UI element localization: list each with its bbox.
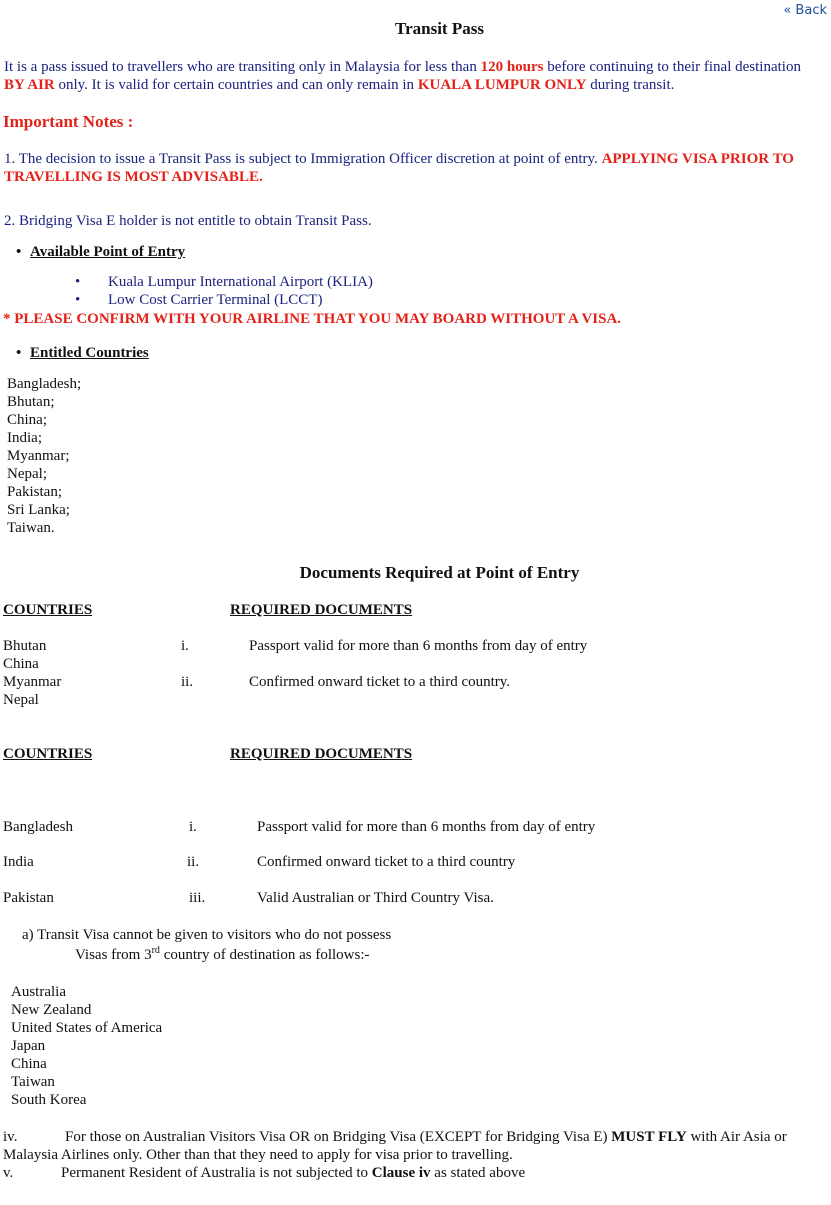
doc-text: Passport valid for more than 6 months from day of entry [249, 638, 588, 654]
doc-number: ii. [187, 854, 200, 870]
doc-number: iii. [189, 890, 206, 906]
entitled-country: Taiwan. [7, 520, 55, 536]
col-countries-header: COUNTRIES [3, 746, 93, 762]
entitled-country: Pakistan; [7, 484, 62, 500]
intro-text: during transit. [586, 77, 675, 93]
col-docs-header: REQUIRED DOCUMENTS [230, 602, 413, 618]
group2-country: Pakistan [3, 890, 54, 906]
doc-text: Passport valid for more than 6 months from day of entry [257, 819, 596, 835]
group1-country: China [3, 656, 39, 672]
third-country-note: Visas from 3rd country of destination as follows:- [75, 945, 370, 963]
visa-country: United States of America [11, 1020, 163, 1036]
back-link[interactable]: « Back [783, 3, 827, 18]
page-title: Transit Pass [395, 19, 484, 38]
intro-paragraph [4, 58, 814, 94]
group1-country: Nepal [3, 692, 39, 708]
clause-iv: iv. For those on Australian Visitors Visa OR on Bridging Visa (EXCEPT for Bridging Visa E) MUST FLY with Air Asia or Malaysia Airlines only. Other than that they need to apply for visa prior to travelling. [3, 1129, 787, 1163]
entry-point-item: • Low Cost Carrier Terminal (LCCT) [75, 292, 323, 308]
clause-number: v. [3, 1165, 14, 1181]
visa-country: Japan [11, 1038, 46, 1054]
entitled-country: Bhutan; [7, 394, 55, 410]
entitled-country: Bangladesh; [7, 376, 82, 392]
note-1-text: 1. The decision to issue a Transit Pass is subject to Immigration Officer discretion at point of entry. [4, 151, 602, 167]
doc-text: Confirmed onward ticket to a third country [257, 854, 516, 870]
doc-text: Valid Australian or Third Country Visa. [257, 890, 494, 906]
entitled-country: India; [7, 430, 42, 446]
clause-v: v. Permanent Resident of Australia is not subjected to Clause iv as stated above [3, 1165, 526, 1181]
clause-number: iv. [3, 1129, 18, 1145]
by-air-highlight: BY AIR [4, 77, 55, 93]
visa-country: South Korea [11, 1092, 87, 1108]
transit-visa-note: a) Transit Visa cannot be given to visitors who do not possess [22, 927, 392, 943]
intro-text: before continuing to their final destination [543, 59, 801, 75]
airline-warning: * PLEASE CONFIRM WITH YOUR AIRLINE THAT YOU MAY BOARD WITHOUT A VISA. [3, 311, 622, 327]
visa-country: Taiwan [11, 1074, 55, 1090]
entry-point-item: • Kuala Lumpur International Airport (KLIA) [75, 274, 373, 290]
entry-heading: • Available Point of Entry [30, 243, 185, 261]
bullet-icon: • [75, 292, 81, 308]
doc-text: Confirmed onward ticket to a third country. [249, 674, 511, 690]
col-countries-header: COUNTRIES [3, 602, 93, 618]
entitled-heading: • Entitled Countries [30, 344, 149, 362]
doc-number: i. [181, 638, 189, 654]
important-notes-heading: Important Notes : [3, 112, 134, 131]
group2-country: India [3, 854, 34, 870]
visa-country: Australia [11, 984, 66, 1000]
note-1 [4, 150, 826, 186]
note-1-emphasis: APPLYING VISA PRIOR TO TRAVELLING IS MOST ADVISABLE. [4, 151, 794, 185]
entitled-country: Nepal; [7, 466, 47, 482]
group1-country: Myanmar [3, 674, 62, 690]
entitled-country: Sri Lanka; [7, 502, 70, 518]
note-2: 2. Bridging Visa E holder is not entitle to obtain Transit Pass. [4, 213, 372, 229]
visa-country: China [11, 1056, 47, 1072]
doc-number: ii. [181, 674, 194, 690]
bullet-icon: • [75, 274, 81, 290]
documents-heading: Documents Required at Point of Entry [299, 563, 580, 582]
intro-text: only. It is valid for certain countries and can only remain in [54, 77, 418, 93]
hours-highlight: 120 hours [480, 59, 544, 75]
group1-country: Bhutan [3, 638, 47, 654]
group2-country: Bangladesh [3, 819, 73, 835]
col-docs-header: REQUIRED DOCUMENTS [230, 746, 413, 762]
visa-country: New Zealand [11, 1002, 92, 1018]
doc-number: i. [189, 819, 197, 835]
kl-only-highlight: KUALA LUMPUR ONLY [417, 77, 587, 93]
intro-text: It is a pass issued to travellers who are transiting only in Malaysia for less than [4, 59, 481, 75]
entitled-country: China; [7, 412, 47, 428]
entitled-country: Myanmar; [7, 448, 70, 464]
